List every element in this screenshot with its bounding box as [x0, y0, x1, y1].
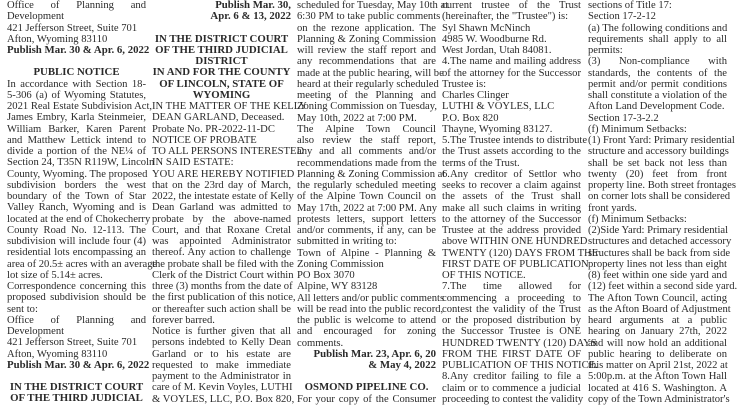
text-line: 2021 Real Estate Subdivision Act, — [7, 101, 146, 112]
text-line: recommendations made from the — [297, 158, 436, 169]
text-line: OSMOND PIPELINE CO. — [297, 382, 436, 393]
text-line: shall be set back not less than — [588, 158, 727, 169]
notice-paragraph — [7, 79, 146, 282]
notice-paragraph — [588, 56, 727, 112]
notice-paragraph — [442, 371, 581, 405]
column-4 — [442, 0, 581, 405]
notice-paragraph — [7, 315, 146, 338]
text-line: Publish Mar. 30 & Apr. 6, 2022 — [7, 360, 146, 371]
text-line: Zoning Commission — [297, 259, 436, 270]
text-line: and Matthew Lettick intend to — [7, 135, 146, 146]
notice-paragraph — [7, 0, 146, 23]
text-line: thereof. Any action to challenge — [152, 247, 291, 258]
text-line: of the attorney for the Successor — [442, 68, 581, 79]
publish-dates — [7, 45, 146, 56]
text-line: Afton, Wyoming 83110 — [7, 34, 146, 45]
notice-paragraph — [297, 124, 436, 248]
text-line: the first publication of this notice, — [152, 292, 291, 303]
text-line: Development — [7, 11, 146, 22]
text-line: WYOMING — [152, 90, 291, 101]
text-line: made at the public hearing, will be — [297, 68, 436, 79]
text-line: Correspondence concerning this — [7, 281, 146, 292]
text-line: 5:00p.m. at the Afton Town Hall — [588, 371, 727, 382]
text-line: the assets of the Trust shall — [442, 191, 581, 202]
text-line: County Road No. 12-113. The — [7, 225, 146, 236]
text-line: Valley Ranch, Wyoming and is — [7, 202, 146, 213]
address-lines — [588, 214, 727, 225]
text-line: sections of Title 17: — [588, 0, 727, 11]
text-line: the regularly scheduled meeting — [297, 180, 436, 191]
text-line: IN SAID ESTATE: — [152, 157, 291, 168]
text-line: LUTHI & VOYLES, LLC — [442, 101, 581, 112]
notice-paragraph — [442, 281, 581, 371]
text-line: For your copy of the Consumer — [297, 394, 436, 405]
text-line: (8) feet within one side yard and — [588, 270, 727, 281]
text-line: Afton, Wyoming 83110 — [7, 349, 146, 360]
text-line: subdivision borders the west — [7, 180, 146, 191]
text-line: William Barker, Karen Parent — [7, 124, 146, 135]
text-line: area of 20.5± acres with an average — [7, 259, 146, 270]
column-3 — [297, 0, 436, 405]
notice-paragraph — [588, 23, 727, 57]
notice-heading — [152, 34, 291, 102]
column-1 — [7, 0, 146, 405]
text-line: and/or comments, if any, can be — [297, 225, 436, 236]
text-line: terms of the Trust. — [442, 158, 581, 169]
text-line: located at 416 S. Washington. A — [588, 383, 727, 394]
text-line: County, Wyoming. The proposed — [7, 169, 146, 180]
text-line: P.O. Box 820 — [442, 113, 581, 124]
publish-dates — [297, 349, 436, 372]
text-line: (f) Minimum Setbacks: — [588, 214, 727, 225]
text-line: Office of Planning and — [7, 0, 146, 11]
text-line: Publish Mar. 30, — [152, 0, 291, 11]
address-lines — [7, 337, 146, 360]
text-line: 8.Any creditor failing to file a — [442, 371, 581, 382]
text-line: (a) The following conditions and — [588, 23, 727, 34]
text-line: (f) Minimum Setbacks: — [588, 124, 727, 135]
text-line: contest the validity of the Trust — [442, 304, 581, 315]
notice-paragraph — [152, 146, 291, 169]
text-line: structures shall be back from side — [588, 248, 727, 259]
text-line: 5-306 (a) of Wyoming Statutes, — [7, 90, 146, 101]
text-line: 4.The name and mailing address — [442, 56, 581, 67]
text-line: current trustee of the Trust — [442, 0, 581, 11]
text-line: proposed subdivision should be — [7, 292, 146, 303]
text-line: Planning & Zoning Commission — [297, 34, 436, 45]
text-line: 421 Jefferson Street, Suite 701 — [7, 337, 146, 348]
text-line: as the Afton Board of Adjustment — [588, 304, 727, 315]
text-line: this matter on April 21st, 2022 at — [588, 360, 727, 371]
text-line: PO Box 3070 — [297, 270, 436, 281]
text-line: Syl Shawn McNinch — [442, 23, 581, 34]
text-line: scheduled for Tuesday, May 10th at — [297, 0, 436, 11]
text-line: TO ALL PERSONS INTERESTED — [152, 146, 291, 157]
text-line: residential lots encompassing an — [7, 247, 146, 258]
notice-heading — [7, 67, 146, 78]
text-line: and encouraged for zoning — [297, 326, 436, 337]
notice-paragraph — [152, 326, 291, 405]
text-line: 5.The Trustee intends to distribute — [442, 135, 581, 146]
text-line: permit and/or permit conditions — [588, 79, 727, 90]
text-line: or thereafter such action shall be — [152, 304, 291, 315]
text-line: permits: — [588, 45, 727, 56]
notice-paragraph — [297, 248, 436, 271]
text-line: The Afton Town Council, acting — [588, 293, 727, 304]
column-2 — [152, 0, 291, 405]
text-line: comments. — [297, 338, 436, 349]
text-line: 6:30 PM to take public comments — [297, 11, 436, 22]
notice-paragraph — [588, 293, 727, 405]
text-line: HUNDRED TWENTY (120) DAYS — [442, 338, 581, 349]
text-line: YOU ARE HEREBY NOTIFIED — [152, 169, 291, 180]
text-line: the probate shall be filed with the — [152, 259, 291, 270]
notice-paragraph — [442, 56, 581, 90]
text-line: the Trust assets according to the — [442, 146, 581, 157]
text-line: FIRST DATE OF PUBLICATION — [442, 259, 581, 270]
text-line: of the Alpine Town Council on — [297, 191, 436, 202]
text-line: any and all comments and/or — [297, 146, 436, 157]
text-line: the Successor Trustee is ONE — [442, 326, 581, 337]
text-line: West Jordan, Utah 84081. — [442, 45, 581, 56]
text-line: IN THE MATTER OF THE KELLY — [152, 101, 291, 112]
notice-paragraph — [588, 225, 727, 293]
notice-paragraph — [152, 169, 291, 327]
text-line: payment to the Administrator in — [152, 371, 291, 382]
text-line: Publish Mar. 30 & Apr. 6, 2022 — [7, 45, 146, 56]
text-line: also review the staff report, — [297, 135, 436, 146]
text-line: (3) Non-compliance with — [588, 56, 727, 67]
text-line: Publish Mar. 23, Apr. 6, 20 — [297, 349, 436, 360]
text-line: twenty (20) feet from front — [588, 169, 727, 180]
text-line: that on the 23rd day of March, — [152, 180, 291, 191]
text-line: to the attorney of the Successor — [442, 214, 581, 225]
publish-dates — [7, 360, 146, 371]
text-line: All letters and/or public comments — [297, 293, 436, 304]
address-lines — [152, 101, 291, 146]
text-line: (2)Side Yard: Primary residential — [588, 225, 727, 236]
text-line: In accordance with Section 18- — [7, 79, 146, 90]
text-line: copy of the Town Administrator's — [588, 394, 727, 405]
address-lines — [297, 270, 436, 293]
text-line: 421 Jefferson Street, Suite 701 — [7, 23, 146, 34]
text-line: Development — [7, 326, 146, 337]
text-line: (hereinafter, the "Trustee") is: — [442, 11, 581, 22]
text-line: & VOYLES, LLC, P.O. Box 820, — [152, 394, 291, 405]
text-line: seeks to recover a claim against — [442, 180, 581, 191]
text-line: Alpine, WY 83128 — [297, 281, 436, 292]
text-line: front yards. — [588, 203, 727, 214]
text-line: Afton Land Development Code. — [588, 101, 727, 112]
text-line: Planning & Zoning Commission at — [297, 169, 436, 180]
text-line: probate by the above-named — [152, 214, 291, 225]
text-line: will be read into the public record, — [297, 304, 436, 315]
text-line: May 10th, 2022 at 7:00 PM. — [297, 113, 436, 124]
text-line: May 17th, 2022 at 7:00 PM. Any — [297, 203, 436, 214]
notice-paragraph — [7, 281, 146, 315]
text-line: requirements shall apply to all — [588, 34, 727, 45]
text-line: OF THIS NOTICE. — [442, 270, 581, 281]
text-line: 6.Any creditor of Settlor who — [442, 169, 581, 180]
text-line: commencing a proceeding to — [442, 293, 581, 304]
text-line: PUBLICATION OF THIS NOTICE. — [442, 360, 581, 371]
text-line: Charles Clinger — [442, 90, 581, 101]
notice-paragraph — [442, 169, 581, 282]
text-line: PUBLIC NOTICE — [7, 67, 146, 78]
text-line: Town of Alpine - Planning & — [297, 248, 436, 259]
text-line: Apr. 6 & 13, 2022 — [152, 11, 291, 22]
text-line: IN THE DISTRICT COURT — [7, 382, 146, 393]
text-line: DISTRICT — [152, 56, 291, 67]
text-line: OF LINCOLN, STATE OF — [152, 79, 291, 90]
text-line: IN AND FOR THE COUNTY — [152, 67, 291, 78]
text-line: heard arguments at a public — [588, 315, 727, 326]
text-line: IN THE DISTRICT COURT — [152, 34, 291, 45]
text-line: on corner lots shall be considered — [588, 191, 727, 202]
text-line: make all such claims in writing — [442, 203, 581, 214]
address-lines — [442, 90, 581, 135]
text-line: protests letters, support letters — [297, 214, 436, 225]
text-line: heard at their regularly scheduled — [297, 79, 436, 90]
text-line: Section 17-2-12 — [588, 11, 727, 22]
publish-dates — [152, 0, 291, 23]
text-line: submitted in writing to: — [297, 236, 436, 247]
text-line: on the rezone application. The — [297, 23, 436, 34]
text-line: divide a portion of the NE¼ of — [7, 146, 146, 157]
notice-paragraph — [588, 135, 727, 214]
text-line: proceeding to contest the validity — [442, 394, 581, 405]
text-line: meeting of the Planning and — [297, 90, 436, 101]
notice-heading — [7, 382, 146, 405]
text-line: shall constitute a violation of the — [588, 90, 727, 101]
text-line: or the proposed distribution by — [442, 315, 581, 326]
text-line: Section 17-3-2.2 — [588, 113, 727, 124]
text-line: James Embry, Karla Steinmeier, — [7, 112, 146, 123]
notice-paragraph — [442, 135, 581, 169]
text-line: Trustee is: — [442, 79, 581, 90]
text-line: (12) feet within a second side yard. — [588, 281, 727, 292]
text-line: OF THE THIRD JUDICIAL — [7, 393, 146, 404]
text-line: FROM THE FIRST DATE OF — [442, 349, 581, 360]
text-line: Clerk of the District Court within — [152, 270, 291, 281]
text-line: OF THE THIRD JUDICIAL — [152, 45, 291, 56]
text-line: & May 4, 2022 — [297, 360, 436, 371]
text-line: Zoning Commission on Tuesday, — [297, 101, 436, 112]
text-line: structures and detached accessory — [588, 236, 727, 247]
text-line: Dean Garland was admitted to — [152, 202, 291, 213]
text-line: persons indebted to Kelly Dean — [152, 337, 291, 348]
text-line: requested to make immediate — [152, 360, 291, 371]
text-line: Thayne, Wyoming 83127. — [442, 124, 581, 135]
text-line: any recommendations that are — [297, 56, 436, 67]
text-line: the public is welcome to attend — [297, 315, 436, 326]
text-line: care of M. Kevin Voyles, LUTHI — [152, 382, 291, 393]
text-line: standards, the contents of the — [588, 68, 727, 79]
text-line: Probate No. PR-2022-11-DC — [152, 124, 291, 135]
text-line: forever barred. — [152, 315, 291, 326]
text-line: boundary of the Town of Star — [7, 191, 146, 202]
text-line: Notice is further given that all — [152, 326, 291, 337]
text-line: 2022, the intestate estate of Kelly — [152, 191, 291, 202]
text-line: public hearing to deliberate on — [588, 349, 727, 360]
text-line: (1) Front Yard: Primary residential — [588, 135, 727, 146]
notice-paragraph — [442, 0, 581, 23]
text-line: 4985 W. Woodburne Rd. — [442, 34, 581, 45]
text-line: will review the staff report and — [297, 45, 436, 56]
text-line: property line. Both street frontages — [588, 180, 727, 191]
text-line: hearing on January 27th, 2022 — [588, 326, 727, 337]
text-line: The Alpine Town Council — [297, 124, 436, 135]
notice-paragraph — [297, 394, 436, 405]
text-line: property lines not less than eight — [588, 259, 727, 270]
text-line: above WITHIN ONE HUNDRED — [442, 236, 581, 247]
text-line: was appointed Administrator — [152, 236, 291, 247]
notice-paragraph — [297, 293, 436, 349]
notice-paragraph — [297, 0, 436, 124]
text-line: structure and accessory buildings — [588, 146, 727, 157]
address-lines — [7, 23, 146, 46]
notice-heading — [297, 382, 436, 393]
address-lines — [588, 0, 727, 23]
column-5 — [588, 0, 727, 405]
text-line: claim or to commence a judicial — [442, 383, 581, 394]
text-line: Garland or to his estate are — [152, 349, 291, 360]
text-line: NOTICE OF PROBATE — [152, 135, 291, 146]
text-line: and will now hold an additional — [588, 338, 727, 349]
text-line: three (3) months from the date of — [152, 281, 291, 292]
text-line: 7.The time allowed for — [442, 281, 581, 292]
text-line: lot size of 5.14± acres. — [7, 270, 146, 281]
text-line: sent to: — [7, 304, 146, 315]
text-line: Section 24, T35N R119W, Lincoln — [7, 157, 146, 168]
text-line: TWENTY (120) DAYS FROM THE — [442, 248, 581, 259]
address-lines — [588, 113, 727, 136]
text-line: DEAN GARLAND, Deceased. — [152, 112, 291, 123]
text-line: Court, and that Roxane Cretal — [152, 225, 291, 236]
text-line: located at the end of Chokecherry — [7, 214, 146, 225]
text-line: Trustee at the address provided — [442, 225, 581, 236]
text-line: Office of Planning and — [7, 315, 146, 326]
text-line: subdivision will include four (4) — [7, 236, 146, 247]
address-lines — [442, 23, 581, 57]
